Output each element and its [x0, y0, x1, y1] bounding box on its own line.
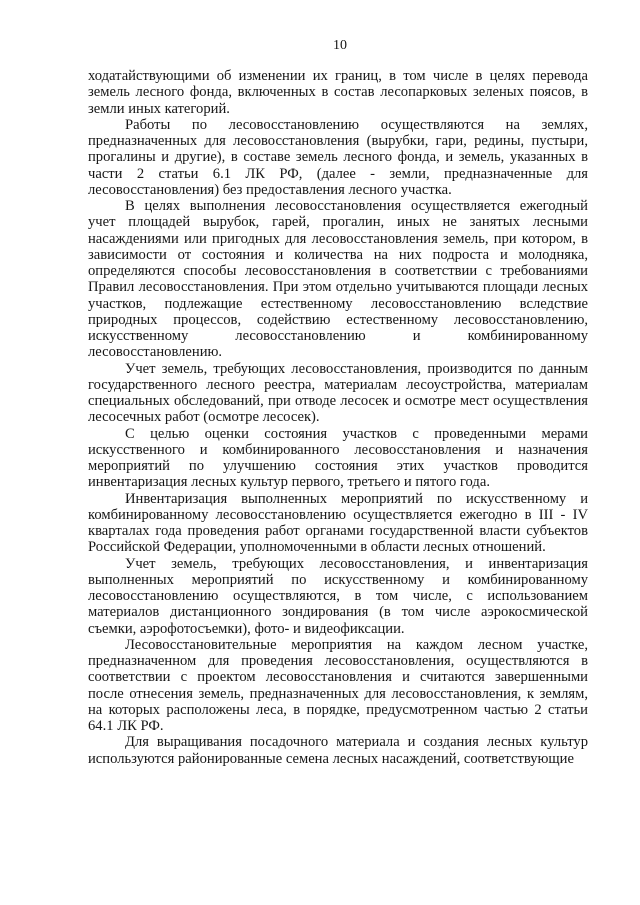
paragraph-2: Работы по лесовосстановлению осуществляются на землях, предназначенных для лесовосстановления (вырубки, гари, редины, пустыри, прогалины и другие), в составе земель лесного фонда, и земель, указанных в части 2 статьи 6.1 ЛК РФ, (далее - земли, предназначенные для лесовосстановления) без предоставления лесного участка.: [88, 116, 588, 198]
paragraph-3: В целях выполнения лесовосстановления осуществляется ежегодный учет площадей вырубок, гарей, прогалин, иных не занятых лесными насаждениями или пригодных для лесовосстановления земель, при котором, в зависимости от состояния и количества на них подроста и молодняка, определяются способы лесовосстановления в соответствии с требованиями Правил лесовосстановления. При этом отдельно учитываются площади лесных участков, подлежащие естественному лесовосстановлению вследствие природных процессов, содействию естественному лесовосстановлению, искусственному лесовосстановлению и комбинированному лесовосстановлению.: [88, 198, 588, 361]
paragraph-8: Лесовосстановительные мероприятия на каждом лесном участке, предназначенном для проведения лесовосстановления, осуществляются в соответствии с проектом лесовосстановления и считаются завершенными после отнесения земель, предназначенных для лесовосстановления, к землям, на которых расположены леса, в порядке, предусмотренном частью 2 статьи 64.1 ЛК РФ.: [88, 636, 588, 734]
paragraph-1: ходатайствующими об изменении их границ, в том числе в целях перевода земель лесного фонда, включенных в состав лесопарковых зеленых поясов, в земли иных категорий.: [88, 68, 588, 117]
document-body: [88, 68, 588, 767]
paragraph-4: Учет земель, требующих лесовосстановления, производится по данным государственного лесного реестра, материалам лесоустройства, материалам специальных обследований, при отводе лесосек и осмотре мест осуществления лесосечных работ (осмотре лесосек).: [88, 360, 588, 426]
page-number: 10: [333, 38, 347, 53]
paragraph-7: Учет земель, требующих лесовосстановления, и инвентаризация выполненных мероприятий по искусственному и комбинированному лесовосстановлению осуществляются, в том числе, с использованием материалов дистанционного зондирования (в том числе аэрокосмической съемки, аэрофотосъемки), фото- и видеофиксации.: [88, 555, 588, 637]
paragraph-9: Для выращивания посадочного материала и создания лесных культур используются районированные семена лесных насаждений, соответствующие: [88, 734, 588, 767]
paragraph-5: С целью оценки состояния участков с проведенными мерами искусственного и комбинированного лесовосстановления и назначения мероприятий по улучшению состояния этих участков проводится инвентаризация лесных культур первого, третьего и пятого года.: [88, 425, 588, 491]
paragraph-6: Инвентаризация выполненных мероприятий по искусственному и комбинированному лесовосстановлению осуществляется ежегодно в III - IV кварталах года проведения работ органами государственной власти субъектов Российской Федерации, уполномоченными в области лесных отношений.: [88, 490, 588, 556]
